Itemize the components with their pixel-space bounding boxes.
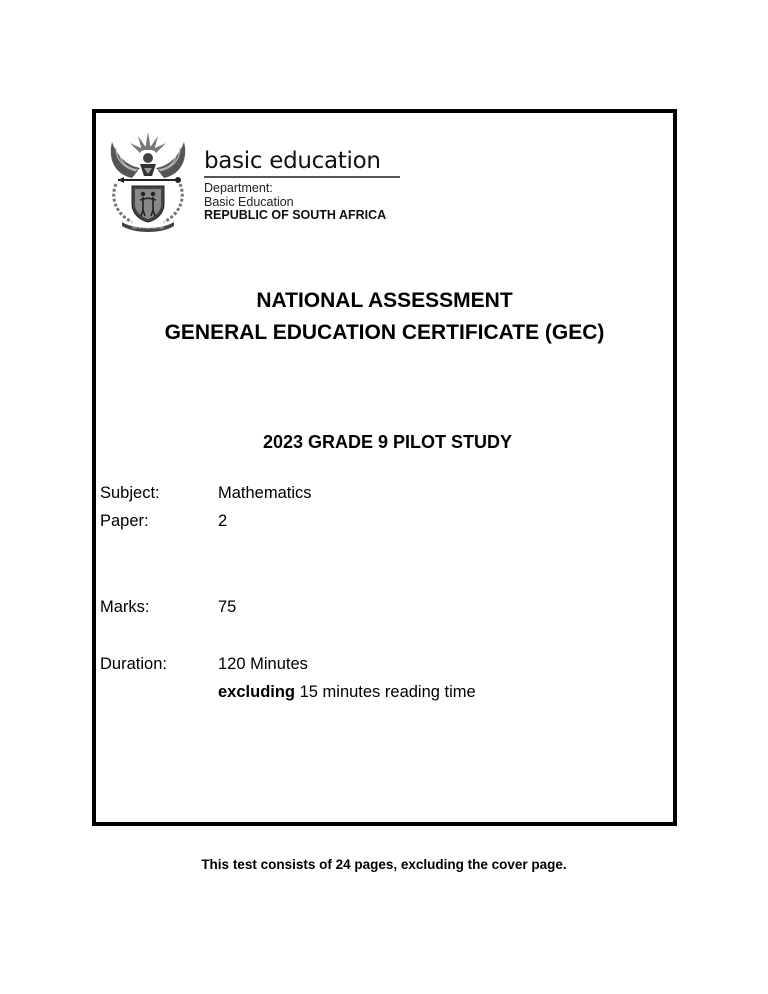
subject-row	[100, 483, 312, 503]
department-label: Department:	[204, 181, 273, 195]
svg-text:!KE E: /XARRA //KE: !KE E: /XARRA //KE	[131, 226, 165, 230]
cover-frame	[92, 109, 677, 826]
title-line-national-assessment: NATIONAL ASSESSMENT	[256, 289, 513, 312]
coat-of-arms-icon	[104, 128, 192, 232]
marks-row	[100, 597, 236, 617]
country-name: REPUBLIC OF SOUTH AFRICA	[204, 208, 387, 222]
duration-value: 120 Minutes	[218, 655, 308, 673]
reading-time-note	[218, 682, 476, 702]
duration-label: Duration:	[100, 655, 167, 673]
subject-value: Mathematics	[218, 484, 312, 502]
reading-time-text: 15 minutes reading time	[295, 683, 476, 701]
duration-row	[100, 654, 308, 674]
paper-label: Paper:	[100, 512, 149, 530]
marks-value: 75	[218, 598, 237, 616]
department-logo	[104, 128, 404, 238]
paper-value: 2	[218, 512, 228, 530]
assessment-title	[96, 285, 673, 349]
marks-label: Marks:	[100, 598, 150, 616]
pilot-study-title: 2023 GRADE 9 PILOT STUDY	[262, 432, 513, 452]
brand-name: basic education	[204, 148, 400, 178]
subject-label: Subject:	[100, 484, 160, 502]
logo-text	[204, 148, 404, 223]
department-name: Basic Education	[204, 194, 294, 209]
title-line-gec: GENERAL EDUCATION CERTIFICATE (GEC)	[164, 321, 605, 344]
reading-time-emphasis: excluding	[218, 683, 296, 701]
page-count-note: This test consists of 24 pages, excluding the cover page.	[201, 857, 567, 872]
paper-row	[100, 511, 227, 531]
